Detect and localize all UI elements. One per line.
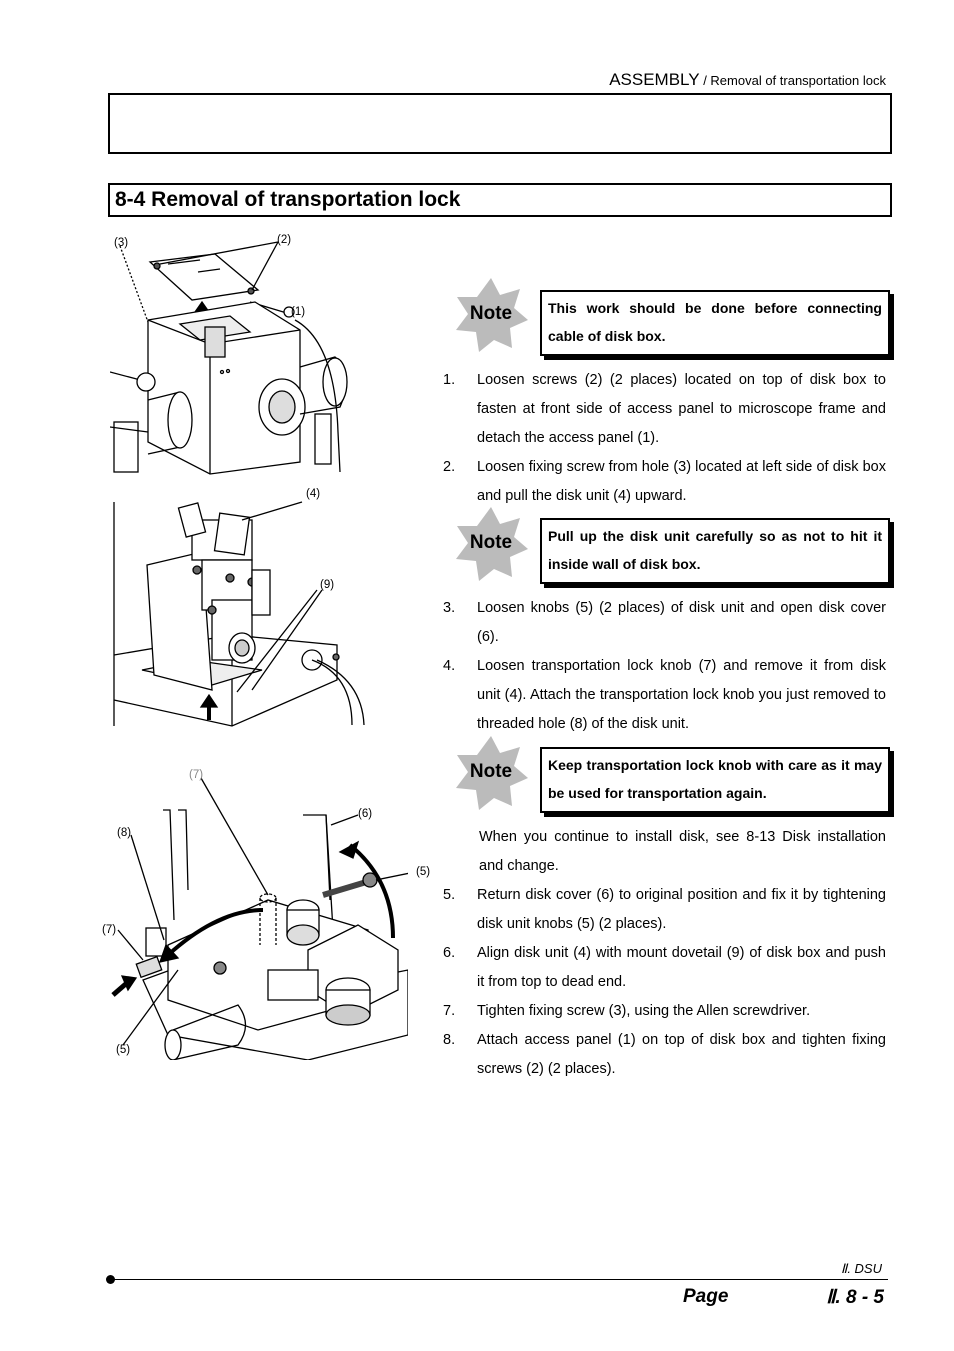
fig1-label-2: (2) bbox=[277, 234, 292, 246]
header-main: ASSEMBLY bbox=[609, 70, 700, 89]
step-text: Return disk cover (6) to original position and fix it by tightening disk unit knobs (5) (2 places). bbox=[477, 887, 886, 932]
note-2-box: Pull up the disk unit carefully so as not to hit it inside wall of disk box. bbox=[540, 518, 890, 584]
fig3-label-5-bottom: (5) bbox=[116, 1044, 131, 1056]
step-item bbox=[443, 652, 886, 739]
fig3-label-7-top: (7) bbox=[189, 769, 204, 781]
step-text: Loosen knobs (5) (2 places) of disk unit and open disk cover (6). bbox=[477, 600, 886, 645]
footer-section-label: Ⅱ. DSU bbox=[840, 1261, 882, 1276]
empty-frame-box bbox=[108, 93, 892, 154]
note-3-box: Keep transportation lock knob with care as it may be used for transportation again. bbox=[540, 747, 890, 813]
running-header bbox=[609, 70, 886, 90]
step-number: 5. bbox=[443, 887, 456, 903]
footer-rule bbox=[111, 1279, 888, 1280]
step-item bbox=[443, 881, 886, 939]
fig2-label-9: (9) bbox=[320, 579, 335, 591]
fig1-label-1: (1) bbox=[291, 306, 306, 318]
figure-disk-box-top bbox=[110, 232, 370, 477]
footer-page-word: Page bbox=[683, 1286, 729, 1307]
fig3-label-5-right: (5) bbox=[416, 866, 431, 878]
step-item bbox=[443, 594, 886, 652]
figure-disk-unit-lift bbox=[112, 500, 378, 728]
note-1-label-wrap bbox=[454, 278, 528, 352]
fig1-label-3: (3) bbox=[114, 237, 129, 249]
step-item bbox=[443, 997, 886, 1026]
step-number: 8. bbox=[443, 1032, 456, 1048]
note-2-label: Note bbox=[469, 532, 513, 553]
continue-paragraph: When you continue to install disk, see 8-13 Disk installation and change. bbox=[479, 829, 886, 874]
fig3-label-6: (6) bbox=[358, 808, 373, 820]
note-3-label-wrap bbox=[454, 736, 528, 810]
fig2-label-4: (4) bbox=[306, 488, 321, 500]
step-number: 7. bbox=[443, 1003, 456, 1019]
step-number: 2. bbox=[443, 459, 456, 475]
steps-group-a bbox=[443, 366, 886, 511]
step-text: Align disk unit (4) with mount dovetail (9) of disk box and push it from top to dead end. bbox=[477, 945, 886, 990]
note-3-label: Note bbox=[469, 761, 513, 782]
step-number: 3. bbox=[443, 600, 456, 616]
footer-page-number: Ⅱ. 8 - 5 bbox=[826, 1287, 884, 1308]
step-text: Loosen fixing screw from hole (3) located at left side of disk box and pull the disk unit (4) upward. bbox=[477, 459, 886, 504]
step-number: 6. bbox=[443, 945, 456, 961]
note-1-label: Note bbox=[469, 303, 513, 324]
steps-group-c bbox=[443, 881, 886, 1084]
section-title: 8-4 Removal of transportation lock bbox=[115, 188, 461, 211]
section-heading-box bbox=[108, 183, 892, 217]
fig3-label-8: (8) bbox=[117, 827, 132, 839]
step-text: Tighten fixing screw (3), using the Allen screwdriver. bbox=[477, 1003, 811, 1019]
note-2-label-wrap bbox=[454, 507, 528, 581]
step-number: 4. bbox=[443, 658, 456, 674]
step-text: Loosen transportation lock knob (7) and remove it from disk unit (4). Attach the transportation lock knob you just removed to threaded hole (8) of the disk unit. bbox=[477, 658, 886, 732]
step-text: Attach access panel (1) on top of disk box and tighten fixing screws (2) (2 places). bbox=[477, 1032, 886, 1077]
step-item bbox=[443, 453, 886, 511]
header-sub: / Removal of transportation lock bbox=[699, 73, 886, 88]
note-1-box: This work should be done before connecting cable of disk box. bbox=[540, 290, 890, 356]
fig3-label-7-left: (7) bbox=[102, 924, 117, 936]
steps-group-b bbox=[443, 594, 886, 739]
step-item bbox=[443, 366, 886, 453]
step-number: 1. bbox=[443, 372, 456, 388]
step-item bbox=[443, 1026, 886, 1084]
step-item bbox=[443, 939, 886, 997]
step-text: Loosen screws (2) (2 places) located on top of disk box to fasten at front side of access panel to microscope frame and detach the access panel (1). bbox=[477, 372, 886, 446]
